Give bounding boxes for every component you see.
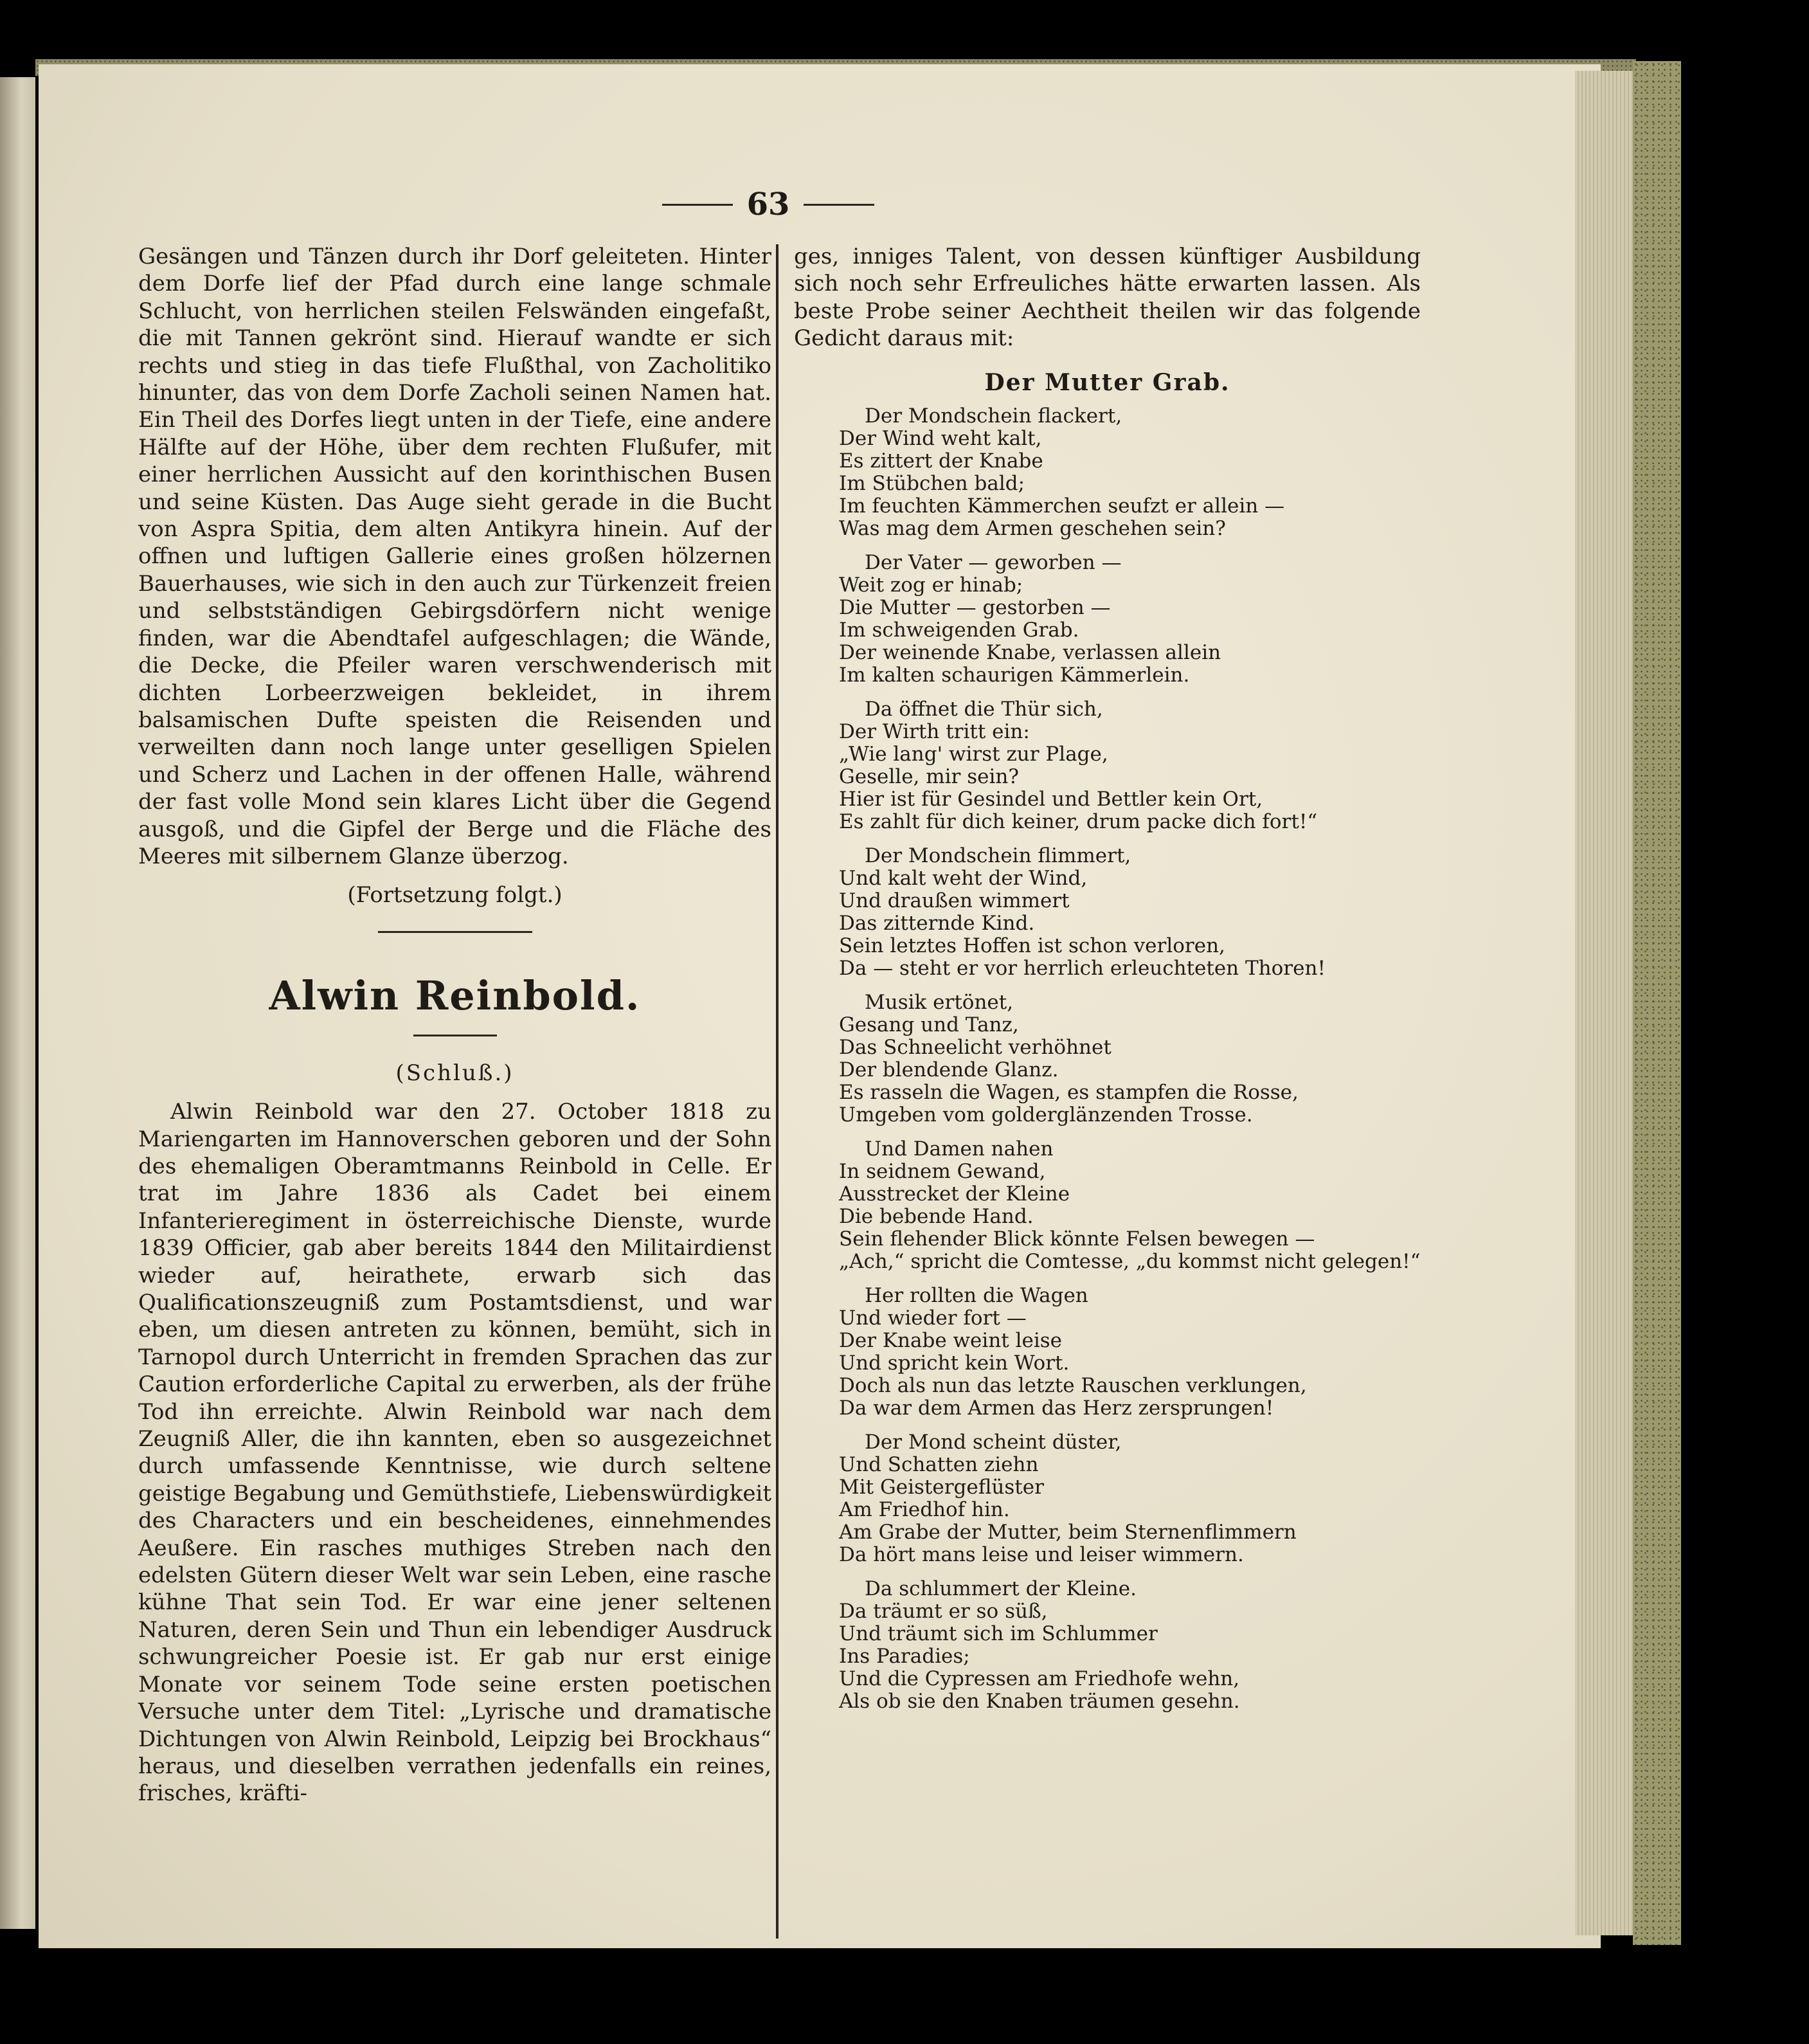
poem-stanza [794,552,1421,687]
poem-line: Her rollten die Wagen [865,1284,1088,1308]
poem-line: In seidnem Gewand, [839,1160,1046,1184]
section-divider [378,931,532,933]
poem-line: Und kalt weht der Wind, [839,867,1088,891]
poem-line: Die bebende Hand. [839,1205,1034,1229]
poem-line: Ins Paradies; [839,1645,970,1669]
poem-line: Umgeben vom golderglänzenden Trosse. [839,1103,1253,1127]
poem-line: Ausstrecket der Kleine [839,1182,1070,1206]
poem-line: „Ach,“ spricht die Comtesse, „du kommst nicht gelegen!“ [839,1250,1421,1274]
poem-line: Der weinende Knabe, verlassen allein [839,641,1221,665]
poem-line: Mit Geistergeflüster [839,1476,1044,1499]
poem-stanza [794,698,1421,833]
poem-line: Doch als nun das letzte Rauschen verklungen, [839,1374,1307,1398]
poem-line: Sein letztes Hoffen ist schon verloren, [839,934,1225,958]
poem-line: Das Schneelicht verhöhnet [839,1036,1112,1060]
poem-line: Der Wind weht kalt, [839,427,1042,451]
title-divider [413,1035,497,1036]
continued-paragraph: Gesängen und Tänzen durch ihr Dorf geleiteten. Hinter dem Dorfe lief der Pfad durch eine lange schmale Schlucht, von herrlichen steilen Felswänden eingefaßt, die mit Tannen gekrönt sind. Hierauf wandte er sich rechts und stieg in das tiefe Flußthal, von Zacholitiko hinunter, das von dem Dorfe Zacholi seinen Namen hat. Ein Theil des Dorfes liegt unten in der Tiefe, eine andere Hälfte auf der Höhe, über dem rechten Flußufer, mit einer herrlichen Aussicht auf den korinthischen Busen und seine Küsten. Das Auge sieht gerade in die Bucht von Aspra Spitia, dem alten Antikyra hinein. Auf der offnen und luftigen Gallerie eines großen hölzernen Bauerhauses, wie sich in den auch zur Türkenzeit freien und selbstständigen Gebirgsdörfern nicht wenige finden, war die Abendtafel aufgeschlagen; die Wände, die Decke, die Pfeiler waren verschwenderisch mit dichten Lorbeerzweigen bekleidet, in ihrem balsamischen Dufte speisten die Reisenden und verweilten dann noch lange unter geselligen Spielen und Scherz und Lachen in der offenen Halle, während der fast volle Mond sein klares Licht über die Gegend ausgoß, und die Gipfel der Berge und die Fläche des Meeres mit silbernem Glanze überzog. [138,244,771,869]
poem-line: Im feuchten Kämmerchen seufzt er allein — [839,494,1285,518]
page-block-edges [1575,71,1639,1935]
poem-line: Am Grabe der Mutter, beim Sternenflimmern [839,1521,1297,1544]
poem-line: Da träumt er so süß, [839,1600,1048,1623]
previous-page-edge [0,77,35,1929]
poem-line: Geselle, mir sein? [839,765,1019,789]
poem-stanza [794,1578,1421,1713]
poem-line: Und wieder fort — [839,1307,1027,1330]
poem-stanza [794,1431,1421,1566]
poem-line: Der Mond scheint düster, [865,1431,1122,1454]
poem-line: Im kalten schaurigen Kämmerlein. [839,664,1190,687]
poem-intro: ges, inniges Talent, von dessen künftiger Ausbildung sich noch sehr Erfreuliches hätte erwarten lassen. Als beste Probe seiner Aechtheit theilen wir das folgende Gedicht daraus mit: [794,244,1421,352]
poem-line: Hier ist für Gesindel und Bettler kein Ort, [839,788,1263,811]
page-header [617,186,919,225]
poem-line: Und Damen nahen [865,1137,1054,1161]
poem-line: „Wie lang' wirst zur Plage, [839,743,1108,766]
poem-line: Es zittert der Knabe [839,449,1043,473]
poem-line: Die Mutter — gestorben — [839,596,1111,620]
poem-line: Es zahlt für dich keiner, drum packe dich fort!“ [839,810,1318,834]
poem-line: Das zitternde Kind. [839,912,1035,936]
poem-stanza [794,845,1421,980]
poem-line: Was mag dem Armen geschehen sein? [839,517,1226,541]
poem-line: Gesang und Tanz, [839,1013,1019,1037]
poem-line: Und die Cypressen am Friedhofe wehn, [839,1667,1240,1691]
poem-line: Da öffnet die Thür sich, [865,698,1103,721]
poem-line: Der Vater — geworben — [865,551,1122,575]
poem-line: Der Knabe weint leise [839,1329,1063,1353]
article-body: Alwin Reinbold war den 27. October 1818 zu Mariengarten im Hannoverschen geboren und der Sohn des ehemaligen Oberamtmanns Reinbold in Celle. Er trat im Jahre 1836 als Cadet bei einem Infanterieregiment in österreichische Dienste, wurde 1839 Officier, gab aber bereits 1844 den Militairdienst wieder auf, heirathete, erwarb sich das Qualificationszeugniß zum Postamtsdienst, und war eben, um diesen antreten zu können, bemüht, sich in Tarnopol durch Unterricht in fremden Sprachen das zur Caution erforderliche Capital zu erwerben, als der frühe Tod ihn erreichte. Alwin Reinbold war nach dem Zeugniß Aller, die ihn kannten, eben so ausgezeichnet durch umfassende Kenntnisse, wie durch seltene geistige Begabung und Gemüthstiefe, Liebenswürdigkeit des Characters und ein bescheidenes, einnehmendes Aeußere. Ein rasches muthiges Streben nach den edelsten Gütern dieser Welt war sein Leben, eine rasche kühne That sein Tod. Er war eine jener seltenen Naturen, deren Sein und Thun ein lebendiger Ausdruck schwungreicher Poesie ist. Er gab nur erst einige Monate vor seinem Tode seine ersten poetischen Versuche unter dem Titel: „Lyrische und dramatische Dichtungen von Alwin Reinbold, Leipzig bei Brockhaus“ heraus, und dieselben verrathen jedenfalls ein reines, frisches, kräfti- [138,1099,771,1807]
poem-line: Und draußen wimmert [839,889,1070,913]
poem-line: Es rasseln die Wagen, es stampfen die Rosse, [839,1081,1299,1105]
poem-line: Da schlummert der Kleine. [865,1577,1137,1601]
article-title: Alwin Reinbold. [269,972,641,1019]
header-dash-left [662,204,733,206]
poem [794,405,1421,1713]
poem-line: Da — steht er vor herrlich erleuchteten Thoren! [839,957,1326,981]
poem-line: Als ob sie den Knaben träumen gesehn. [839,1690,1240,1714]
poem-line: Der Mondschein flackert, [865,404,1122,428]
continuation-note: (Fortsetzung folgt.) [347,882,562,909]
poem-line: Und träumt sich im Schlummer [839,1622,1158,1646]
poem-line: Sein flehender Blick könnte Felsen bewegen — [839,1227,1315,1251]
poem-line: Da war dem Armen das Herz zersprungen! [839,1397,1274,1420]
header-dash-right [804,204,874,206]
left-column [138,243,771,1807]
poem-line: Und spricht kein Wort. [839,1352,1070,1375]
poem-line: Musik ertönet, [865,991,1014,1015]
article-subtitle: (Schluß.) [395,1060,514,1086]
poem-line: Da hört mans leise und leiser wimmern. [839,1543,1244,1567]
poem-line: Am Friedhof hin. [839,1498,1010,1522]
poem-stanza [794,405,1421,540]
poem-line: Der blendende Glanz. [839,1058,1059,1082]
poem-stanza [794,1285,1421,1420]
poem-line: Der Wirth tritt ein: [839,720,1030,744]
poem-line: Der Mondschein flimmert, [865,844,1131,868]
poem-line: Im schweigenden Grab. [839,619,1079,642]
marbled-cover-edge [1633,61,1681,1945]
poem-line: Im Stübchen bald; [839,472,1025,496]
right-column [794,243,1421,1724]
poem-line: Und Schatten ziehn [839,1453,1039,1477]
poem-title: Der Mutter Grab. [984,368,1230,396]
column-rule [776,244,779,1939]
poem-line: Weit zog er hinab; [839,574,1023,597]
poem-stanza [794,991,1421,1126]
poem-stanza [794,1138,1421,1273]
page-number: 63 [746,186,790,222]
